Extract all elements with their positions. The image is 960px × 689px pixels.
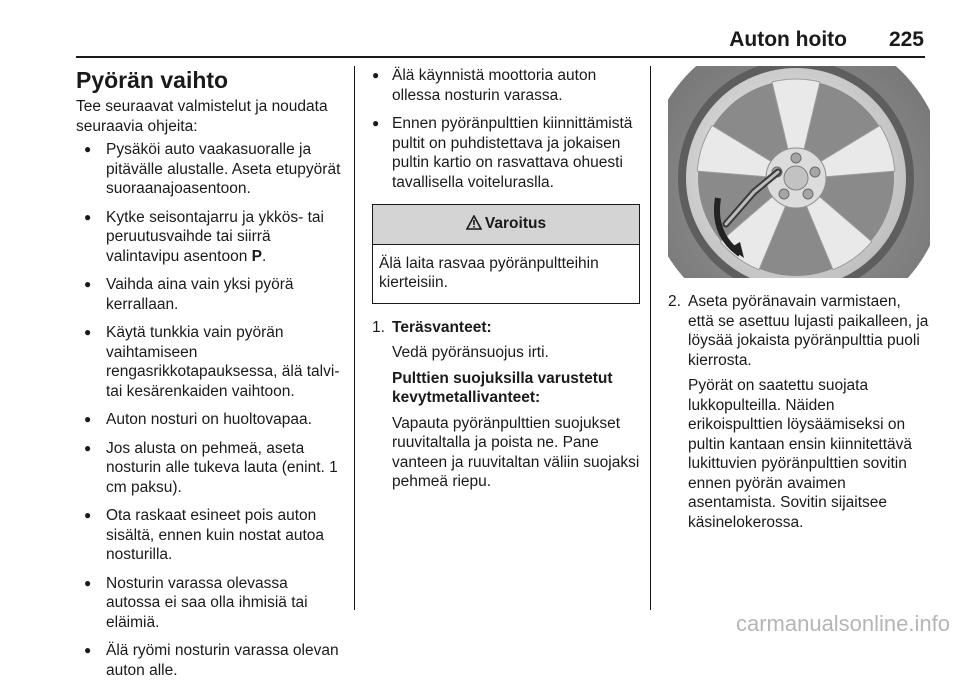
watermark: carmanualsonline.info xyxy=(735,611,950,636)
list-item-text: Kytke seisontajarru ja ykkös- tai peruutusvaihde tai siirrä valintavipu asentoon xyxy=(106,208,324,265)
list-item-suffix: . xyxy=(261,247,267,265)
list-item: ● Älä ryömi nosturin varassa olevan auton alle. xyxy=(76,641,344,680)
list-item: ● Jos alusta on pehmeä, aseta nosturin alle tukeva lauta (enint. 1 cm paksu). xyxy=(76,439,344,498)
list-item: ● Ennen pyöränpulttien kiinnittämistä pultit on puhdistettava ja jokaisen pultin kartio on rasvattava ohuesti tavallisella voiteluraslla. xyxy=(372,114,640,192)
caution-list xyxy=(372,66,640,192)
column-divider xyxy=(354,66,355,610)
step-number: 2. xyxy=(668,293,681,310)
step-number: 1. xyxy=(372,318,385,336)
list-item: ● Nosturin varassa olevassa autossa ei saa olla ihmisiä tai eläimiä. xyxy=(76,574,344,633)
step-text: Pyörät on saatettu suojata lukkopulteilla. Näiden erikoispulttien löysäämiseksi on pultin kantaan ensin kiinnitettävä lukittuvien pyöränpulttien sovitin ennen pyörän avaimen asentamista. Sovitin sijaitsee käsinelokerossa. xyxy=(688,377,913,531)
step-subtitle: Pulttien suojuksilla varustetut kevytmetallivanteet: xyxy=(392,369,613,406)
preparation-list xyxy=(76,140,344,680)
column-1 xyxy=(76,66,344,689)
list-item xyxy=(76,208,344,267)
page-number: 225 xyxy=(888,28,924,51)
step-text: Vedä pyöränsuojus irti. xyxy=(392,344,549,361)
step-text: Aseta pyöränavain varmistaen, että se asettuu lujasti paikalleen, ja löysää jokaista pyöränpulttia puoli kierrosta. xyxy=(688,293,929,369)
list-item: ● Käytä tunkkia vain pyörän vaihtamiseen rengasrikkotapauksessa, älä talvi- tai kesärenkaiden vaihtoon. xyxy=(76,323,344,401)
column-3 xyxy=(668,66,930,538)
section-heading: Pyörän vaihto xyxy=(76,67,229,93)
warning-box xyxy=(372,204,640,304)
step-1 xyxy=(372,318,640,492)
step-text: Vapauta pyöränpulttien suojukset ruuvitaltalla ja poista ne. Pane vanteen ja ruuvitaltan väliin suojaksi pehmeä riepu. xyxy=(392,414,640,490)
intro-text: Tee seuraavat valmistelut ja noudata seuraavia ohjeita: xyxy=(76,98,328,135)
column-2 xyxy=(372,66,640,498)
list-item: ● Ota raskaat esineet pois auton sisältä, ennen kuin nostat autoa nosturilla. xyxy=(76,506,344,565)
page-header xyxy=(0,26,960,56)
header-rule xyxy=(76,56,925,58)
warning-title: Varoitus xyxy=(484,215,547,232)
chapter-title: Auton hoito xyxy=(729,28,847,51)
wheel-wrench-illustration xyxy=(668,66,930,278)
column-divider xyxy=(650,66,651,610)
list-item: ● Auton nosturi on huoltovapaa. xyxy=(76,410,344,430)
step-title: Teräsvanteet: xyxy=(392,318,492,336)
gear-position: P xyxy=(251,247,262,265)
warning-header xyxy=(373,205,639,245)
step-2 xyxy=(668,292,930,532)
list-item: ● Vaihda aina vain yksi pyörä kerrallaan. xyxy=(76,275,344,314)
list-item: ● Älä käynnistä moottoria auton ollessa nosturin varassa. xyxy=(372,66,640,105)
warning-triangle-icon xyxy=(466,215,482,236)
list-item: ● Pysäköi auto vaakasuoralle ja pitävälle alustalle. Aseta etupyörät suoraanajoasentoon. xyxy=(76,140,344,199)
warning-text: Älä laita rasvaa pyöränpultteihin kierteisiin. xyxy=(379,254,599,291)
